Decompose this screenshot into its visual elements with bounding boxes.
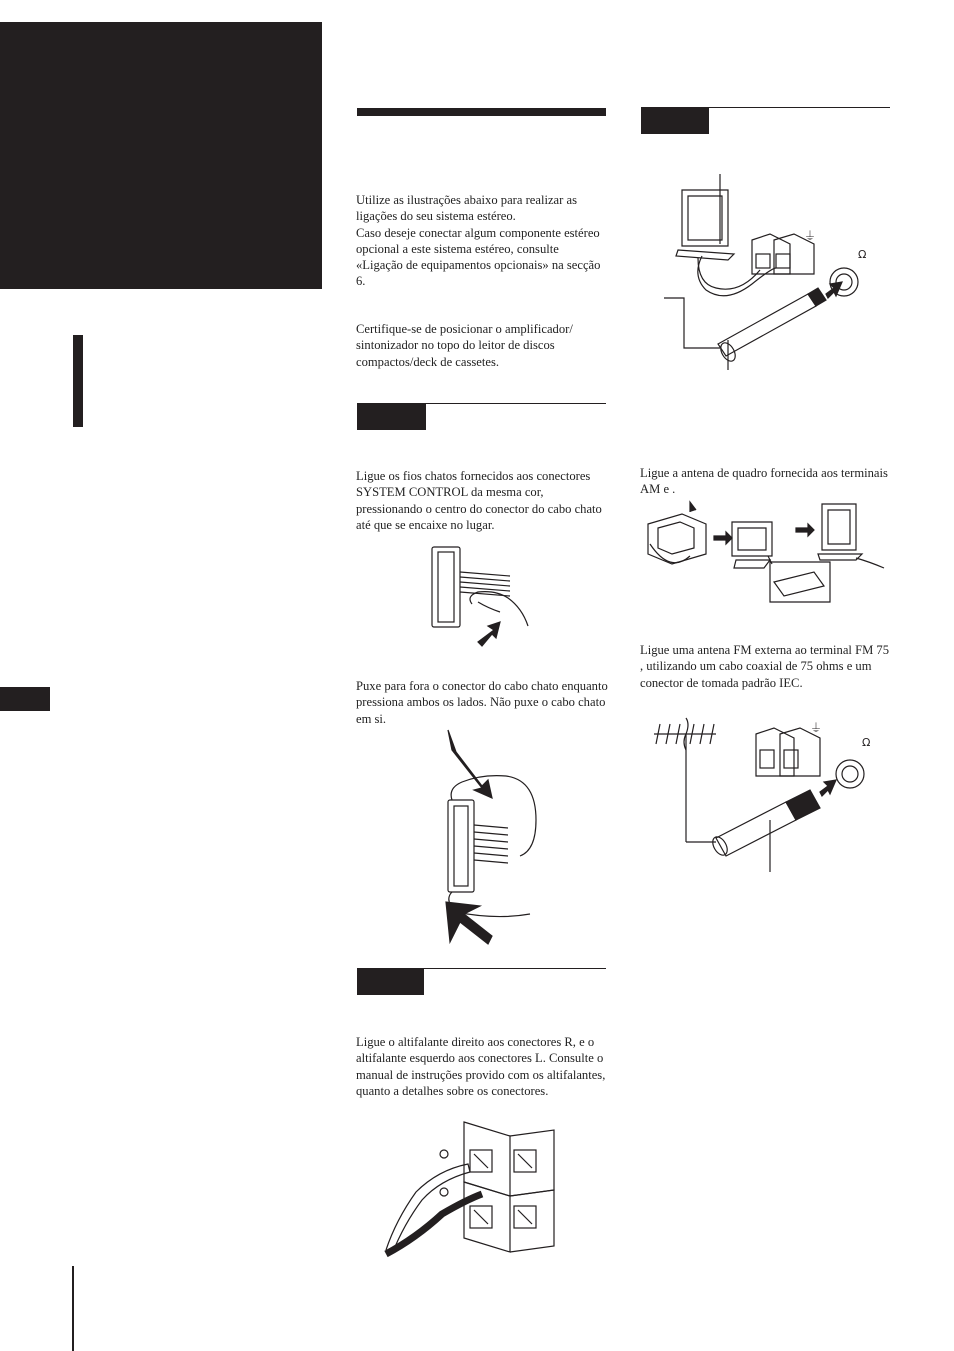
page-tab-marker — [0, 687, 50, 711]
fm-external-antenna-illustration — [650, 712, 872, 872]
system-control-connect-text: Ligue os fios chatos fornecidos aos conectores SYSTEM CONTROL da mesma cor, pressionando o centro do conector do cabo chato até que se encaixe no lugar. — [356, 469, 602, 532]
ground-symbol-fm: ⏚ — [810, 721, 823, 735]
section-title-bar — [357, 108, 606, 116]
ohm-symbol: Ω — [858, 248, 867, 261]
fm-antenna-text: Ligue uma antena FM externa ao terminal FM 75 , utilizando um cabo coaxial de 75 ohms e um conector de tomada padrão IEC. — [640, 643, 890, 690]
flat-cable-connect-illustration — [430, 542, 540, 650]
flat-cable-disconnect-illustration — [438, 730, 546, 945]
section-side-bar — [73, 335, 83, 427]
step-label-system-control — [357, 403, 426, 430]
placement-note: Certifique-se de posicionar o amplificador/ sintonizador no topo do leitor de discos compactos/deck de cassetes. — [356, 322, 573, 369]
antenna-overview-illustration — [658, 172, 868, 372]
section-header-block — [0, 22, 322, 289]
intro-paragraph: Utilize as ilustrações abaixo para realizar as ligações do seu sistema estéreo. Caso deseje conectar algum componente estéreo opcional a este sistema estéreo, consulte «Ligação de equipamentos opcionais» na secção 6. — [356, 193, 601, 289]
speakers-text: Ligue o altifalante direito aos conectores R, e o altifalante esquerdo aos conectores L. Consulte o manual de instruções provido com os altifalantes, quanto a detalhes sobre os conectores. — [356, 1035, 606, 1098]
ground-symbol: ⏚ — [804, 229, 817, 243]
am-loop-assembly-illustration — [640, 502, 886, 606]
ohm-symbol-fm: Ω — [862, 736, 871, 749]
system-control-disconnect-text: Puxe para fora o conector do cabo chato enquanto pressiona ambos os lados. Não puxe o cabo chato em si. — [356, 679, 608, 726]
am-antenna-text: Ligue a antena de quadro fornecida aos terminais AM e . — [640, 466, 888, 497]
step-label-antennas — [641, 107, 709, 134]
step-label-speakers — [357, 968, 424, 995]
bottom-margin-line — [72, 1266, 74, 1351]
speaker-terminal-illustration — [382, 1120, 558, 1258]
